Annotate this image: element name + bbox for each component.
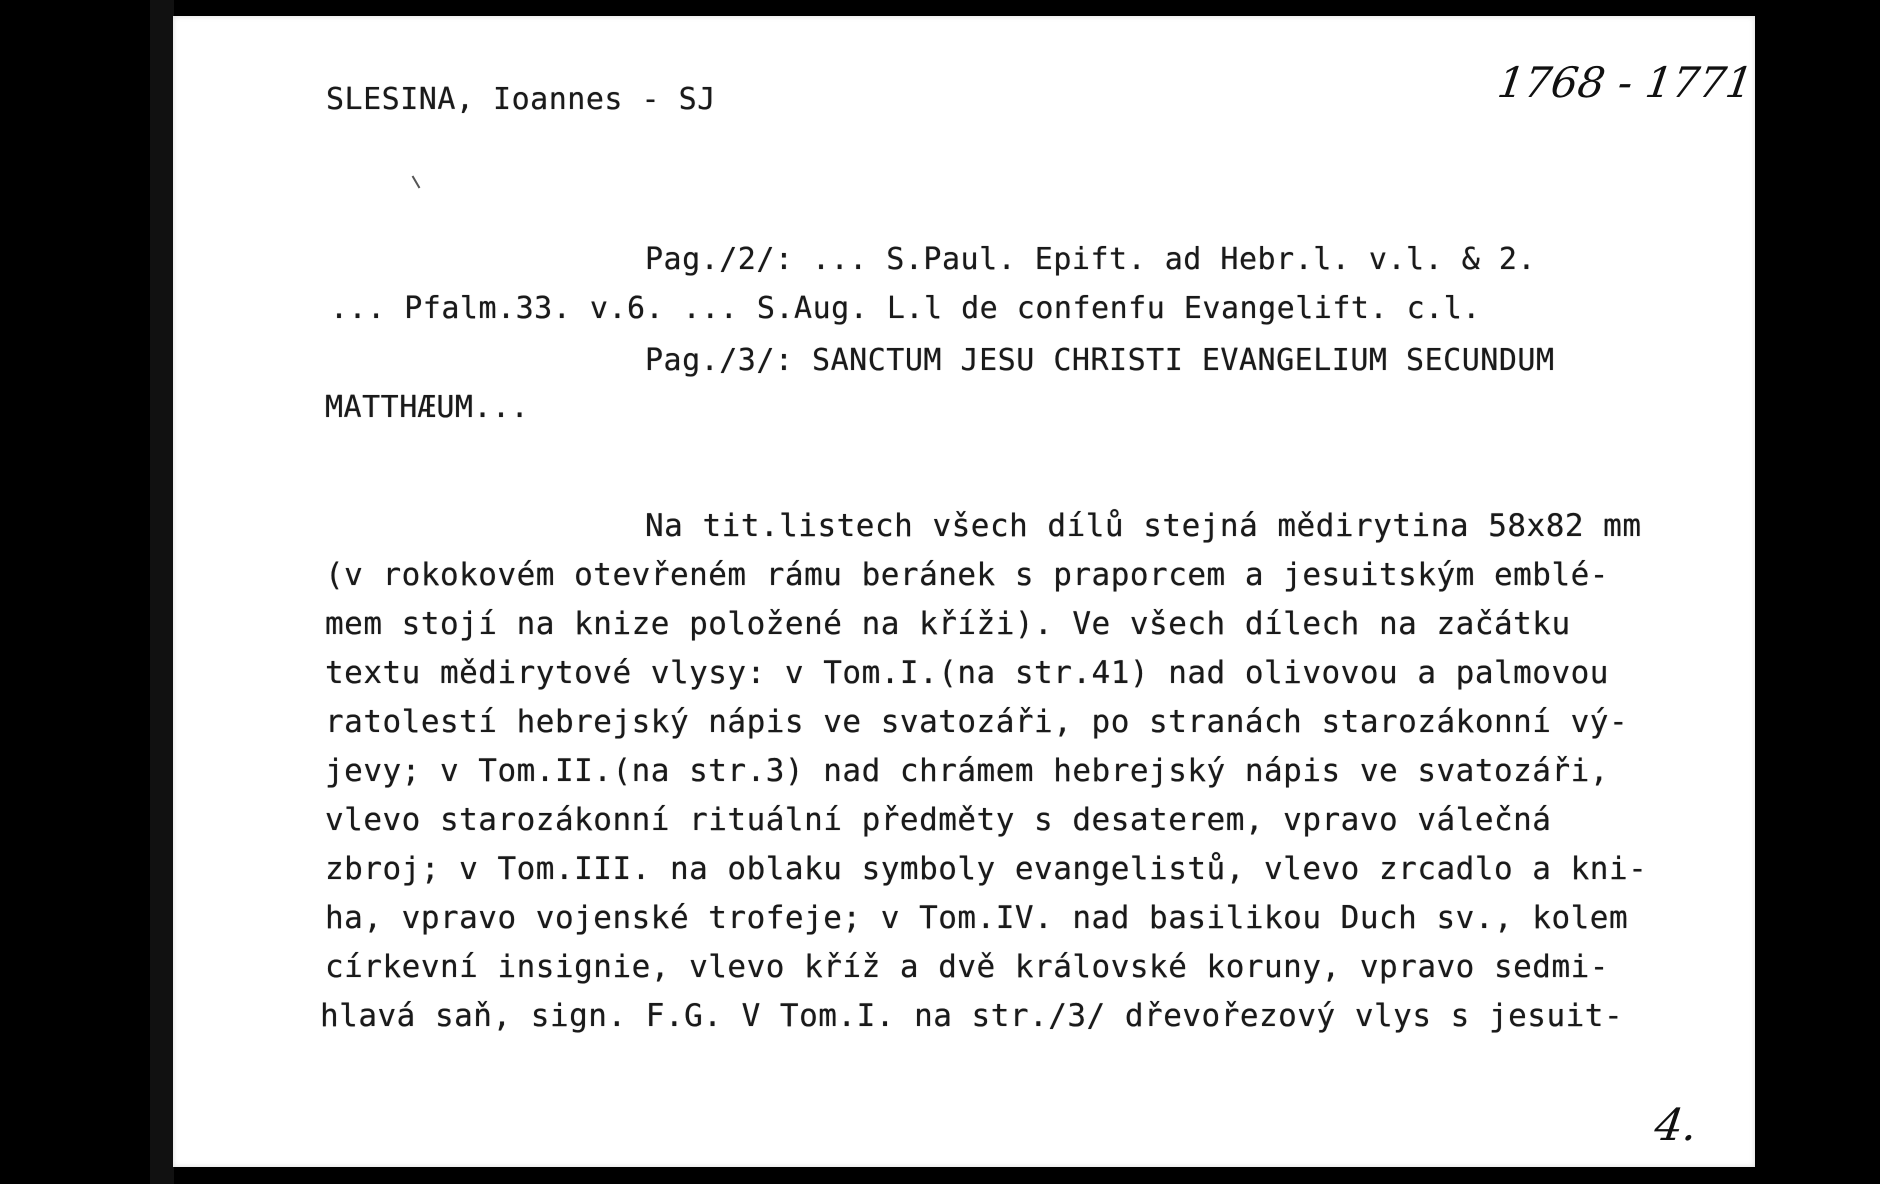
description-line-7: vlevo starozákonní rituální předměty s desaterem, vpravo válečná	[325, 802, 1552, 838]
transcription-line-3: Pag./3/: SANCTUM JESU CHRISTI EVANGELIUM SECUNDUM	[645, 343, 1555, 378]
description-line-6: jevy; v Tom.II.(na str.3) nad chrámem hebrejský nápis ve svatozáři,	[325, 753, 1609, 789]
description-line-5: ratolestí hebrejský nápis ve svatozáři, po stranách starozákonní vý-	[325, 704, 1629, 740]
description-line-11: hlavá saň, sign. F.G. V Tom.I. na str./3/ dřevořezový vlys s jesuit-	[320, 998, 1624, 1034]
description-line-9: ha, vpravo vojenské trofeje; v Tom.IV. nad basilikou Duch sv., kolem	[325, 900, 1629, 936]
date-range-handwritten: 1768 - 1771	[1494, 58, 1757, 107]
description-line-1: Na tit.listech všech dílů stejná mědirytina 58x82 mm	[645, 508, 1642, 544]
page-number-handwritten: 4.	[1651, 1100, 1701, 1151]
description-line-10: církevní insignie, vlevo kříž a dvě královské koruny, vpravo sedmi-	[325, 949, 1609, 985]
transcription-line-2: ... Pfalm.33. v.6. ... S.Aug. L.l de confenfu Evangelift. c.l.	[330, 291, 1481, 326]
description-line-8: zbroj; v Tom.III. na oblaku symboly evangelistů, vlevo zrcadlo a kni-	[325, 851, 1648, 887]
card-heading: SLESINA, Ioannes - SJ	[326, 82, 716, 117]
transcription-line-1: Pag./2/: ... S.Paul. Epift. ad Hebr.l. v.l. & 2.	[645, 242, 1536, 277]
description-line-4: textu mědirytové vlysy: v Tom.I.(na str.41) nad olivovou a palmovou	[325, 655, 1609, 691]
scan-border	[150, 0, 174, 1184]
description-line-3: mem stojí na knize položené na kříži). Ve všech dílech na začátku	[325, 606, 1571, 642]
transcription-line-4: MATTHÆUM...	[325, 390, 530, 425]
description-line-2: (v rokokovém otevřeném rámu beránek s praporcem a jesuitským emblé-	[325, 557, 1609, 593]
